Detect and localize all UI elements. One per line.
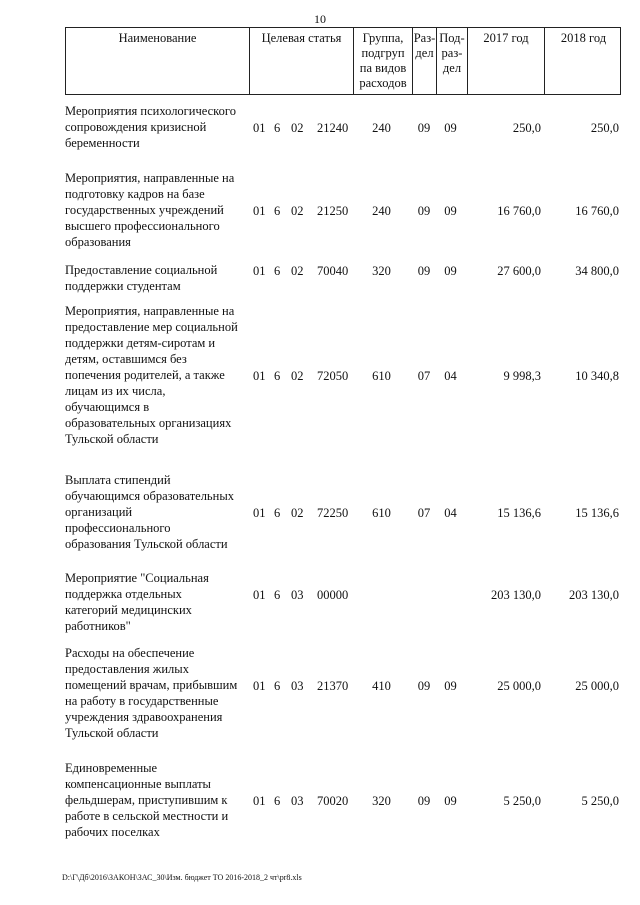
cell-a: 01 [253,121,266,135]
cell-v2018: 10 340,8 [575,369,619,383]
cell-section: 09 [417,679,431,693]
row-name-line: предоставления жилых [65,662,189,676]
cell-v2018: 34 800,0 [575,264,619,278]
cell-d: 70040 [317,264,349,278]
cell-group: 610 [372,369,391,383]
row-name-line: детям, оставшимся без [65,352,187,366]
cell-a: 01 [253,506,266,520]
cell-c: 02 [291,264,304,278]
cell-a: 01 [253,794,266,808]
row-name [65,303,250,447]
cell-v2018: 203 130,0 [569,588,619,602]
row-name [65,570,250,634]
row-name-line: работников" [65,619,131,633]
cell-section: 09 [417,204,431,218]
row-name-line: категорий медицинских [65,603,192,617]
row-name-line: попечения родителей, а также [65,368,225,382]
cell-d: 21370 [317,679,349,693]
cell-subsection: 04 [444,369,457,383]
cell-c: 03 [291,588,304,602]
row-name-line: рабочих поселках [65,825,160,839]
cell-section: 09 [417,264,431,278]
cell-d: 72250 [317,506,349,520]
row-name-line: государственных учреждений [65,203,224,217]
cell-group: 240 [372,121,391,135]
row-name [65,472,250,552]
row-name-line: образования Тульской области [65,537,228,551]
header-section-line: дел [415,46,434,60]
row-name-line: Выплата стипендий [65,473,171,487]
header-subsection-line: раз- [441,46,463,60]
cell-d: 21240 [317,121,349,135]
header-subsection-line: Под- [439,31,465,45]
cell-a: 01 [253,369,266,383]
cell-section: 07 [417,369,431,383]
cell-section: 09 [417,794,431,808]
cell-b: 6 [274,506,281,520]
table-row [65,303,621,447]
cell-group: 410 [372,679,391,693]
row-name-line: беременности [65,136,140,150]
row-name [65,645,250,741]
row-name-line: подготовку кадров на базе [65,187,205,201]
row-name [65,760,250,840]
cell-v2018: 16 760,0 [575,204,619,218]
cell-v2017: 16 760,0 [497,204,541,218]
row-name-line: Предоставление социальной [65,263,218,277]
cell-c: 02 [291,121,304,135]
row-name-line: учреждения здравоохранения [65,710,223,724]
cell-subsection: 09 [444,264,457,278]
cell-a: 01 [253,588,266,602]
cell-b: 6 [274,369,281,383]
cell-subsection: 09 [444,204,457,218]
cell-v2017: 15 136,6 [497,506,541,520]
header-group-line: Группа, [362,31,404,45]
cell-v2017: 250,0 [512,121,541,135]
row-name-line: помещений врачам, прибывшим [65,678,238,692]
cell-c: 03 [291,679,304,693]
header-section [412,28,436,95]
cell-b: 6 [274,588,281,602]
header-name: Наименование [118,31,197,45]
cell-v2017: 25 000,0 [497,679,541,693]
cell-d: 00000 [317,588,349,602]
page-number: 10 [314,12,326,26]
cell-group: 240 [372,204,391,218]
cell-a: 01 [253,204,266,218]
cell-c: 02 [291,506,304,520]
header-section-line: Раз- [413,31,436,45]
table-row [65,760,621,840]
cell-v2017: 27 600,0 [497,264,541,278]
header-subsection-line: дел [442,61,462,75]
row-name-line: поддержка отдельных [65,587,182,601]
cell-b: 6 [274,264,281,278]
row-name-line: на работу в государственные [65,694,219,708]
table-row [65,262,621,294]
cell-group: 610 [372,506,391,520]
header-target: Целевая статья [249,28,353,95]
cell-subsection: 04 [444,506,457,520]
cell-group: 320 [372,264,391,278]
cell-v2018: 250,0 [590,121,619,135]
cell-v2018: 15 136,6 [575,506,619,520]
row-name-line: Единовременные [65,761,158,775]
cell-section: 09 [417,121,431,135]
cell-b: 6 [274,794,281,808]
cell-b: 6 [274,204,281,218]
row-name-line: Мероприятия, направленные на [65,304,235,318]
row-name-line: Мероприятия психологического [65,104,236,118]
row-name-line: Мероприятия, направленные на [65,171,235,185]
row-name-line: организаций [65,505,133,519]
cell-a: 01 [253,264,266,278]
table-row [65,472,621,552]
row-name-line: образования [65,235,131,249]
row-name-line: лицам из их числа, [65,384,166,398]
row-name-line: образовательных организациях [65,416,232,430]
header-year-2018: 2018 год [544,28,622,95]
cell-subsection: 09 [444,121,457,135]
row-name-line: Мероприятие "Социальная [65,571,209,585]
header-group-line: па видов [359,61,407,75]
cell-d: 21250 [317,204,349,218]
row-name-line: Расходы на обеспечение [65,646,195,660]
header-group-line: подгруп [361,46,405,60]
row-name-line: поддержки студентам [65,279,181,293]
table-header [65,27,621,95]
cell-v2017: 9 998,3 [503,369,541,383]
cell-a: 01 [253,679,266,693]
table-row [65,170,621,250]
row-name-line: профессионального [65,521,171,535]
header-year-2017: 2017 год [467,28,544,95]
row-name-line: фельдшерам, приступившим к [65,793,228,807]
cell-subsection: 09 [444,794,457,808]
cell-d: 72050 [317,369,349,383]
row-name-line: работе в сельской местности и [65,809,229,823]
row-name [65,103,250,151]
cell-b: 6 [274,679,281,693]
file-path-footer: D:\Г\Дб\2016\ЗАКОН\ЗАС_30\Изм. бюджет ТО 2016-2018_2 чт\pr8.xls [62,873,302,882]
cell-section: 07 [417,506,431,520]
row-name-line: Тульской области [65,726,159,740]
table-row [65,645,621,741]
cell-c: 03 [291,794,304,808]
cell-subsection: 09 [444,679,457,693]
cell-v2018: 25 000,0 [575,679,619,693]
table-row [65,103,621,151]
row-name-line: обучающимся образовательных [65,489,234,503]
row-name-line: Тульской области [65,432,159,446]
cell-c: 02 [291,204,304,218]
cell-v2018: 5 250,0 [581,794,619,808]
row-name-line: высшего профессионального [65,219,220,233]
cell-v2017: 5 250,0 [503,794,541,808]
row-name-line: сопровождения кризисной [65,120,207,134]
header-group-line: расходов [359,76,407,90]
cell-v2017: 203 130,0 [491,588,541,602]
row-name-line: компенсационные выплаты [65,777,211,791]
cell-c: 02 [291,369,304,383]
cell-d: 70020 [317,794,349,808]
header-subsection [436,28,467,95]
row-name [65,262,250,294]
row-name-line: предоставление мер социальной [65,320,238,334]
cell-b: 6 [274,121,281,135]
row-name-line: обучающимся в [65,400,150,414]
row-name-line: поддержки детям-сиротам и [65,336,216,350]
table-row [65,570,621,634]
header-group [353,28,412,95]
cell-group: 320 [372,794,391,808]
row-name [65,170,250,250]
